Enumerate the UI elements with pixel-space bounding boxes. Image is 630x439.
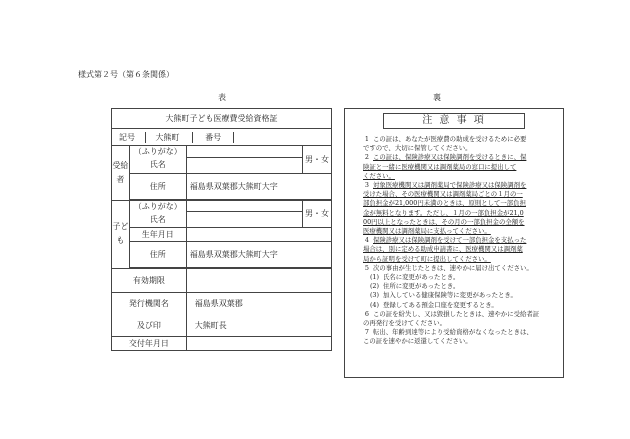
note-line: 金が無料となります。ただし、１月の一部負担金が21,0 <box>363 208 524 217</box>
form-label: 様式第２号（第６条関係） <box>78 70 174 79</box>
note-line: 保険診療又は保険調剤を受けて一部負担金を支払った <box>373 236 527 245</box>
card-title: 大熊町子ども医療費受給資格証 <box>112 109 332 129</box>
child-name-value <box>186 212 302 228</box>
birth-label: 生年月日 <box>129 228 186 242</box>
issuer-name: 大熊町長 <box>186 315 331 337</box>
note-line: この証を速やかに返還してください。 <box>363 337 472 346</box>
note-text <box>363 181 527 236</box>
child-group: 子ども <box>112 200 130 269</box>
note-number: (1) <box>369 273 379 282</box>
recipient-group: 受給者 <box>112 146 130 201</box>
record-no-value: 大熊町 <box>145 132 190 143</box>
note-line: この証は、あなたが医療費の助成を受けるために必要 <box>373 135 527 143</box>
note-line: 局から証明を受けて町に提出してください。 <box>363 254 491 263</box>
note-line: ですので、大切に保管してください。 <box>363 144 472 153</box>
child-gender-label: 男・女 <box>302 200 331 228</box>
issuer-pref: 福島県双葉郡 <box>186 293 331 315</box>
record-no-label: 記号 <box>119 132 135 142</box>
back-title: 注 意 事 項 <box>383 113 525 129</box>
note-item <box>353 264 557 273</box>
note-item <box>353 273 557 282</box>
validity-label: 有効期限 <box>112 269 187 293</box>
note-number: 6 <box>364 309 369 318</box>
child-address-label: 住所 <box>129 242 186 268</box>
issuer-label: 発行機関名 <box>112 293 187 315</box>
front-card <box>111 108 332 351</box>
note-item <box>353 153 557 181</box>
note-number: 2 <box>364 153 369 162</box>
note-line: 登録してある預金口座を変更するとき。 <box>383 300 498 309</box>
number-label: 番号 <box>192 132 234 143</box>
child-furigana-label: （ふりがな） <box>129 200 186 212</box>
note-line: 氏名に変更があったとき。 <box>383 273 460 282</box>
note-line: 場合は、別に定める助成申請書に、医療機関又は調剤薬 <box>363 245 523 254</box>
note-line: 住所に変更があったとき。 <box>383 282 460 291</box>
note-number: 7 <box>364 328 369 337</box>
address-label: 住所 <box>129 173 186 199</box>
note-number: (2) <box>369 282 379 291</box>
note-item <box>353 291 557 300</box>
recipient-address: 福島県双葉郡大熊町大字 <box>186 173 331 199</box>
note-line: この証を紛失し、又は毀損したときは、速やかに受給者証 <box>373 309 540 318</box>
note-line: 対象医療機関又は調剤薬局で保険診療又は保険調剤を <box>373 181 527 190</box>
note-text <box>363 309 540 328</box>
note-text <box>383 291 517 300</box>
seal-label: 及び印 <box>112 315 187 337</box>
note-number: 3 <box>364 181 369 190</box>
note-number: (3) <box>369 291 379 300</box>
back-card <box>344 108 564 378</box>
name-value <box>186 157 302 173</box>
notes-list <box>345 129 563 347</box>
back-label: 裏 <box>433 93 441 102</box>
note-item <box>353 310 557 328</box>
note-line: 医療機関又は調剤薬局に支払ってください。 <box>363 227 491 236</box>
note-text <box>363 328 533 346</box>
note-line: 転出、年齢到達等により受給資格がなくなったときは、 <box>373 328 533 337</box>
note-text <box>363 236 527 264</box>
child-name-label: 氏名 <box>129 212 186 228</box>
note-line: 加入している健康保険等に変更があったとき。 <box>383 291 517 300</box>
note-line: この証は、保険診療又は保険調剤を受けるときに、保 <box>373 153 527 162</box>
furigana-label: （ふりがな） <box>129 146 186 158</box>
note-number: 4 <box>364 236 369 245</box>
note-text <box>363 135 527 153</box>
note-number: (4) <box>369 300 379 309</box>
issue-date-value <box>186 337 331 351</box>
child-address: 福島県双葉郡大熊町大字 <box>186 242 331 268</box>
note-text <box>373 264 533 273</box>
note-line: 部負担金が21,000円未満のときは、原則として一部負担 <box>363 199 526 208</box>
note-item <box>353 135 557 153</box>
note-text <box>363 153 527 181</box>
note-item <box>353 328 557 346</box>
note-number: 5 <box>364 263 369 272</box>
validity-value <box>186 269 331 293</box>
front-label: 表 <box>218 93 226 102</box>
note-line: の再発行を受けてください。 <box>363 319 447 328</box>
gender-label: 男・女 <box>302 146 331 174</box>
record-row <box>112 129 332 146</box>
note-item <box>353 301 557 310</box>
name-label: 氏名 <box>129 157 186 173</box>
note-text <box>383 273 459 282</box>
note-item <box>353 236 557 264</box>
note-number: 1 <box>364 135 369 143</box>
note-text <box>383 301 498 310</box>
note-item <box>353 181 557 236</box>
note-line: 険証と一緒に医療機関又は調剤薬局の窓口に提出して <box>363 162 517 171</box>
note-line: 受けた場合、その医療機関又は調剤薬局ごとの１月の一 <box>363 190 523 199</box>
note-line: ください。 <box>363 171 395 180</box>
issue-date-label: 交付年月日 <box>112 337 187 351</box>
birth-value <box>186 228 331 242</box>
note-line: 次の事由が生じたときは、速やかに届け出てください。 <box>373 263 533 272</box>
note-line: 00円以上となったときは、その月の一部負担金の全額を <box>363 217 525 226</box>
